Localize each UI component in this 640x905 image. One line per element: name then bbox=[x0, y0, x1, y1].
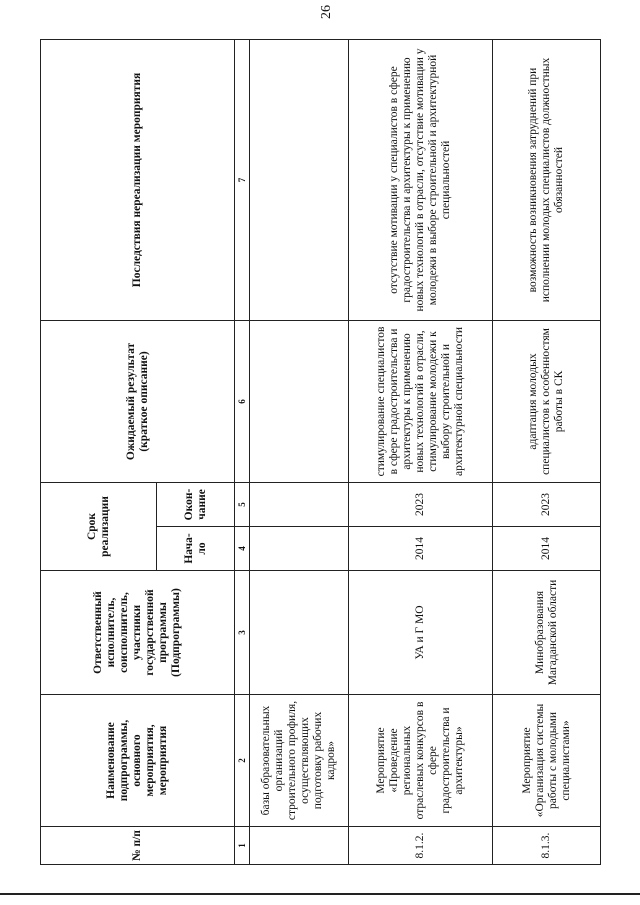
header-start: Нача- ло bbox=[157, 527, 235, 571]
row-num: 8.1.2. bbox=[349, 827, 493, 865]
column-number: 3 bbox=[235, 571, 250, 695]
row-consequences: отсутствие мотивации у специалистов в сфере градостроительства и архитектуры к применению новых технологий в отрасли, отсутствие мотивации у молодежи в выборе строительной и архитектурной специальностей bbox=[349, 39, 493, 320]
column-number-row bbox=[235, 39, 250, 864]
row-result: адаптация молодых специалистов к особенностям работы в СК bbox=[493, 320, 601, 482]
header-period: Срок реализации bbox=[41, 482, 157, 570]
column-number: 7 bbox=[235, 39, 250, 320]
rotated-table-wrapper bbox=[40, 40, 572, 865]
row-responsible bbox=[250, 571, 349, 695]
row-consequences: возможность возникновения затруднений при исполнении молодых специалистов должностных обязанностей bbox=[493, 39, 601, 320]
row-result bbox=[250, 320, 349, 482]
row-responsible: УА и Г МО bbox=[349, 571, 493, 695]
row-num bbox=[250, 827, 349, 865]
row-result: стимулирование специалистов в сфере градостроительства и архитектуры к применению новых технологий в отрасли, стимулирование молодежи к выбору строительной и архитектурной специальности bbox=[349, 320, 493, 482]
header-responsible: Ответственный исполнитель, соисполнитель, участники государственной программы (Подпрограммы) bbox=[41, 571, 235, 695]
column-number: 6 bbox=[235, 320, 250, 482]
row-end: 2023 bbox=[349, 482, 493, 526]
column-number: 2 bbox=[235, 695, 250, 827]
program-activities-table bbox=[40, 39, 601, 865]
header-row bbox=[41, 39, 157, 864]
row-end bbox=[250, 482, 349, 526]
page-number: 26 bbox=[319, 5, 334, 19]
table-row bbox=[493, 39, 601, 864]
row-consequences bbox=[250, 39, 349, 320]
column-number: 4 bbox=[235, 527, 250, 571]
row-start: 2014 bbox=[493, 527, 601, 571]
column-number: 1 bbox=[235, 827, 250, 865]
header-result: Ожидаемый результат (краткое описание) bbox=[41, 320, 235, 482]
header-num: № п/п bbox=[41, 827, 235, 865]
row-num: 8.1.3. bbox=[493, 827, 601, 865]
header-name: Наименование подпрограммы, основного мероприятия, мероприятия bbox=[41, 695, 235, 827]
row-start: 2014 bbox=[349, 527, 493, 571]
table-row bbox=[349, 39, 493, 864]
row-start bbox=[250, 527, 349, 571]
column-number: 5 bbox=[235, 482, 250, 526]
row-responsible: Минобразования Магаданской области bbox=[493, 571, 601, 695]
row-end: 2023 bbox=[493, 482, 601, 526]
row-name: Мероприятие «Организация системы работы с молодыми специалистами» bbox=[493, 695, 601, 827]
bottom-rule bbox=[0, 893, 640, 895]
row-name: базы образовательных организаций строительного профиля, осуществляющих подготовку рабочих кадров» bbox=[250, 695, 349, 827]
header-end: Окон- чание bbox=[157, 482, 235, 526]
header-consequences: Последствия нереализации мероприятия bbox=[41, 39, 235, 320]
table-row bbox=[250, 39, 349, 864]
row-name: Мероприятие «Проведение региональных отраслевых конкурсов в сфере градостроительства и архитектуры» bbox=[349, 695, 493, 827]
